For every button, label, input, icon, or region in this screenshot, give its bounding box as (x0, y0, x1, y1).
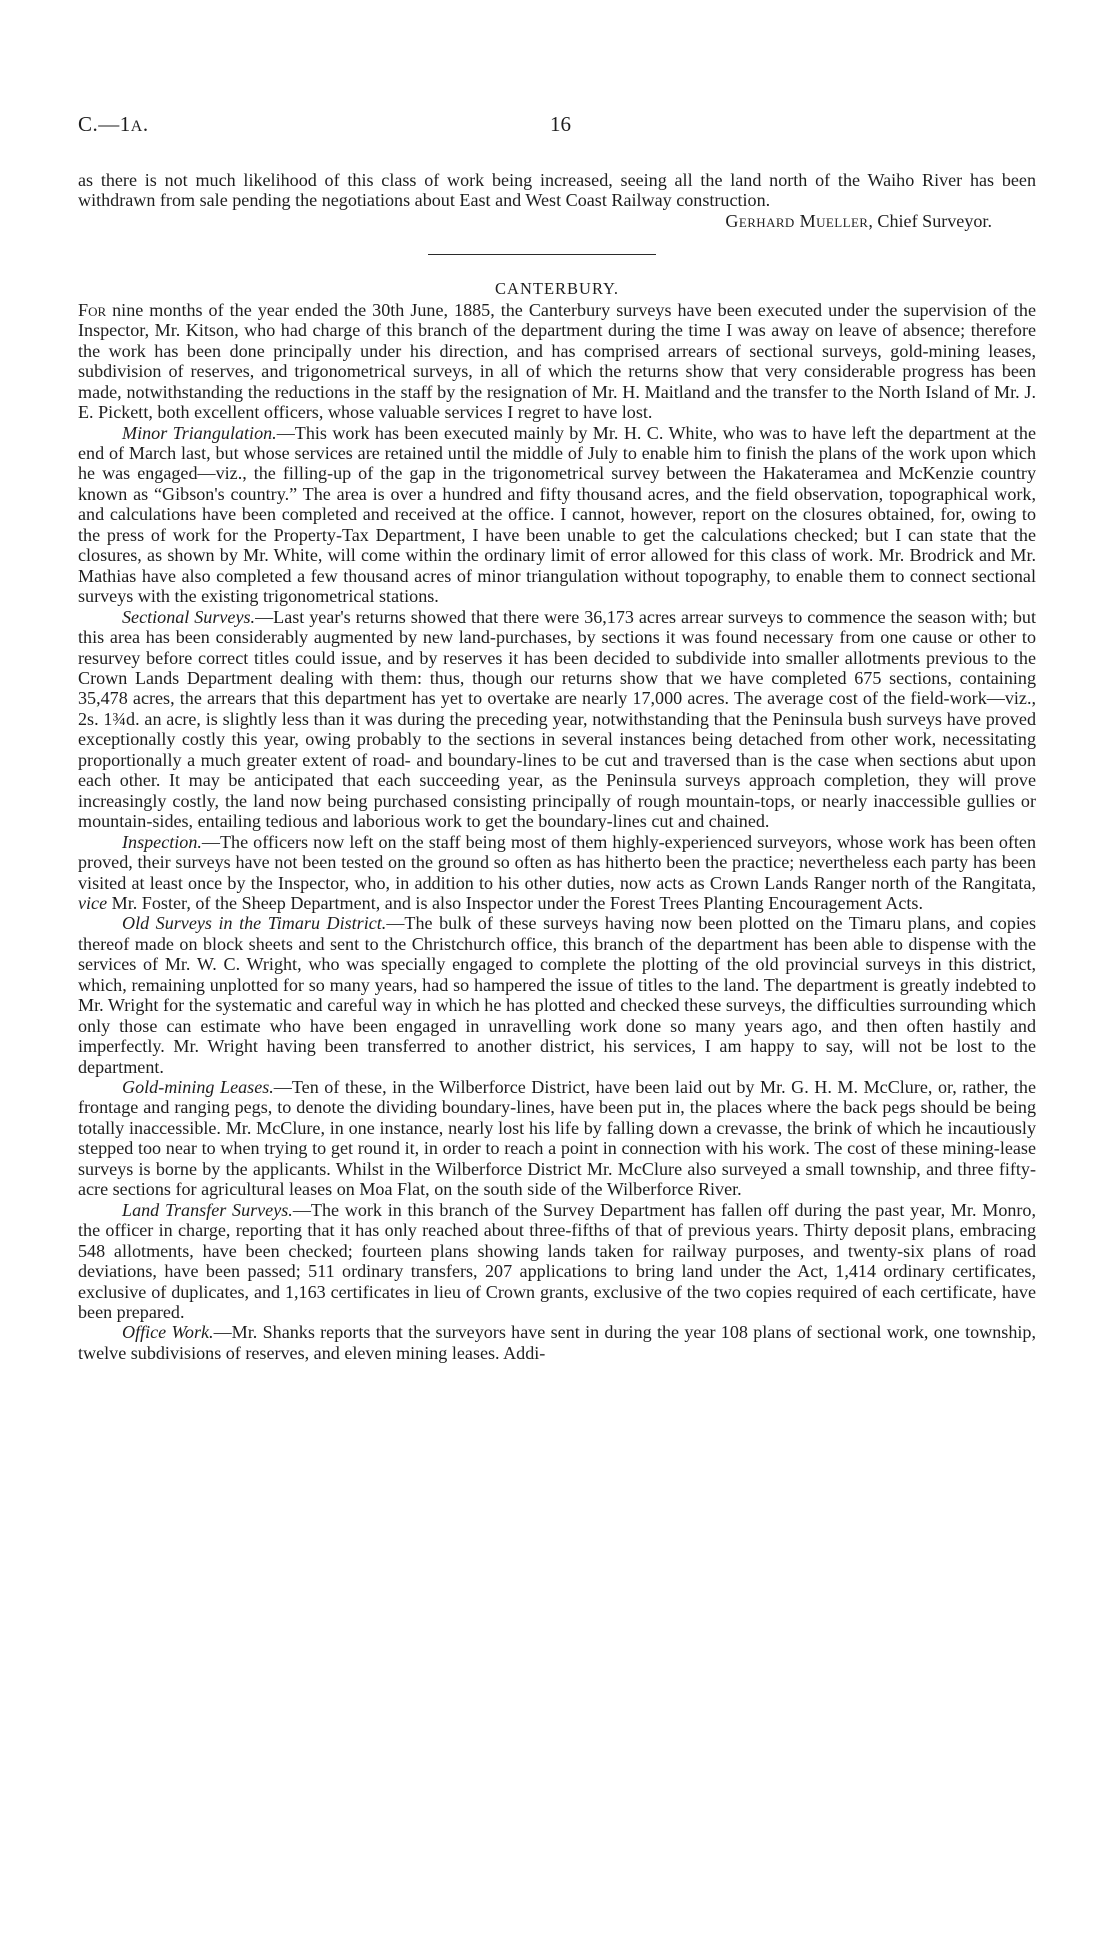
paragraph-heading: Inspection. (122, 831, 202, 852)
section-title: CANTERBURY. (495, 279, 619, 299)
paragraph-text: —The bulk of these surveys having now been plotted on the Timaru plans, and copies thereof made on block sheets and sent to the Christchurch office, this branch of the department has been able to dispense with the services of Mr. W. C. Wright, who was specially engaged to complete the plotting of the old provincial surveys in this district, which, remaining unplotted for so many years, had so hampered the issue of titles to the land. The department is greatly indebted to Mr. Wright for the systematic and careful way in which he has plotted and checked these surveys, the difficulties surrounding which only those can estimate who have been engaged in unravelling work done so many years ago, and then often hastily and imperfectly. Mr. Wright having been transferred to another district, his services, I am happy to say, will not be lost to the department. (78, 913, 1036, 1077)
paragraph-old-surveys-timaru (78, 913, 1036, 1077)
intro-text: nine months of the year ended the 30th June, 1885, the Canterbury surveys have been executed under the supervision of the Inspector, Mr. Kitson, who had charge of this branch of the department during the time I was away on leave of absence; therefore the work has been done principally under his direction, and has comprised arrears of sectional surveys, gold-mining leases, subdivision of reserves, and trigonometrical surveys, in all of which the returns show that very considerable progress has been made, notwithstanding the reductions in the staff by the resignation of Mr. H. Maitland and the transfer to the North Island of Mr. J. E. Pickett, both excellent officers, whose valuable services I regret to have lost. (78, 299, 1036, 423)
reference-suffix: A (130, 118, 143, 135)
paragraph-heading: Gold-mining Leases. (122, 1077, 274, 1098)
continuation-paragraph: as there is not much likelihood of this class of work being increased, seeing all the land north of the Waiho River has been withdrawn from sale pending the negotiations about East and West Coast Railway construction. (78, 170, 1036, 211)
reference-code: C.—1 (78, 112, 131, 136)
paragraph-inspection (78, 832, 1036, 914)
intro-paragraph (78, 300, 1036, 423)
intro-first-word: For (78, 299, 107, 320)
paragraph-text-continued: Mr. Foster, of the Sheep Department, and is also Inspector under the Forest Trees Planting Encouragement Acts. (107, 892, 923, 913)
paragraph-heading: Minor Triangulation. (122, 422, 277, 443)
signature-name: Gerhard Mueller (725, 210, 869, 231)
paragraph-text: —Ten of these, in the Wilberforce District, have been laid out by Mr. G. H. M. McClure, or, rather, the frontage and ranging pegs, to denote the dividing boundary-lines, have been put in, the places where the back pegs should be being totally inaccessible. Mr. McClure, in one instance, nearly lost his life by falling down a crevasse, the brink of which he incautiously stepped too near to when trying to get round it, in order to reach a point in connection with his work. The cost of these mining-lease surveys is borne by the applicants. Whilst in the Wilberforce District Mr. McClure also surveyed a small township, and three fifty-acre sections for agricultural leases on Moa Flat, on the south side of the Wilberforce River. (78, 1077, 1036, 1200)
divider-rule (428, 254, 656, 255)
page-body (78, 170, 1036, 1363)
paragraph-text: —The work in this branch of the Survey Department has fallen off during the past year, Mr. Monro, the officer in charge, reporting that it has only reached about three-fifths of that of previous years. Thirty deposit plans, embracing 548 allotments, have been checked; fourteen plans showing lands taken for railway purposes, and twenty-six plans of road deviations, have been passed; 511 ordinary transfers, 207 applications to bring land under the Act, 1,414 ordinary certificates, exclusive of duplicates, and 1,163 certificates in lieu of Crown grants, exclusive of the two copies required of each certificate, have been prepared. (78, 1199, 1037, 1323)
paragraph-heading: Land Transfer Surveys. (122, 1199, 293, 1220)
parliamentary-paper-reference (78, 112, 149, 137)
paragraph-heading: Office Work. (122, 1322, 214, 1343)
paragraph-text: —Mr. Shanks reports that the surveyors have sent in during the year 108 plans of sectional work, one township, twelve subdivisions of reserves, and eleven mining leases. Addi- (78, 1322, 1036, 1363)
paragraph-minor-triangulation (78, 423, 1036, 607)
paragraph-heading: Old Surveys in the Timaru District. (122, 913, 387, 934)
signature-title: , Chief Surveyor. (868, 210, 992, 231)
paragraph-text: —Last year's returns showed that there were 36,173 acres arrear surveys to commence the season with; but this area has been considerably augmented by new land-purchases, by sections it was found necessary from one cause or other to resurvey before correct titles could issue, and by reserves it has been decided to subdivide into smaller allotments previous to the Crown Lands Department dealing with them: thus, though our returns show that we have completed 675 sections, containing 35,478 acres, the arrears that this department has yet to overtake are nearly 17,000 acres. The average cost of the field-work—viz., 2s. 1¾d. an acre, is slightly less than it was during the preceding year, notwithstanding that the Peninsula bush surveys have proved exceptionally costly this year, owing probably to the sections in several instances being detached from other work, necessitating proportionally a much greater extent of road- and boundary-lines to be cut and traversed than is the case when sections abut upon each other. It may be anticipated that each succeeding year, as the Peninsula surveys approach completion, they will prove increasingly costly, the land now being purchased consisting principally of rough mountain-tops, or nearly inaccessible gullies or mountain-sides, entailing tedious and laborious work to get the boundary-lines cut and chained. (78, 606, 1036, 832)
paragraph-sectional-surveys (78, 607, 1036, 832)
page-header (78, 112, 1036, 142)
reference-dot: . (142, 112, 149, 136)
paragraph-text: —This work has been executed mainly by Mr. H. C. White, who was to have left the department at the end of March last, but whose services are retained until the middle of July to enable him to finish the plans of the work upon which he was engaged—viz., the filling-up of the gap in the trigonometrical survey between the Hakateramea and McKenzie country known as “Gibson's country.” The area is over a hundred and fifty thousand acres, and the field observation, topographical work, and calculations have been completed and received at the office. I cannot, however, report on the closures obtained, for, owing to the press of work for the Property-Tax Department, I have been unable to get the calculations checked; but I can state that the closures, as shown by Mr. White, will come within the ordinary limit of error allowed for this class of work. Mr. Brodrick and Mr. Mathias have also completed a few thousand acres of minor triangulation without topography, to enable them to connect sectional surveys with the existing trigonometrical stations. (78, 422, 1037, 607)
paragraph-office-work (78, 1322, 1036, 1363)
page-number: 16 (550, 112, 571, 136)
paragraph-gold-mining-leases (78, 1077, 1036, 1200)
paragraph-land-transfer-surveys (78, 1200, 1036, 1323)
paragraph-heading: Sectional Surveys. (122, 606, 256, 627)
signature-line (78, 211, 1036, 231)
section-divider (78, 231, 1036, 279)
paragraph-italic-word: vice (78, 892, 108, 913)
paragraph-text: —The officers now left on the staff being most of them highly-experienced surveyors, whose work has been often proved, their surveys have not been tested on the ground so often as has hitherto been the practice; nevertheless each party has been visited at least once by the Inspector, who, in addition to his other duties, now acts as Crown Lands Ranger north of the Rangitata, (78, 831, 1036, 893)
